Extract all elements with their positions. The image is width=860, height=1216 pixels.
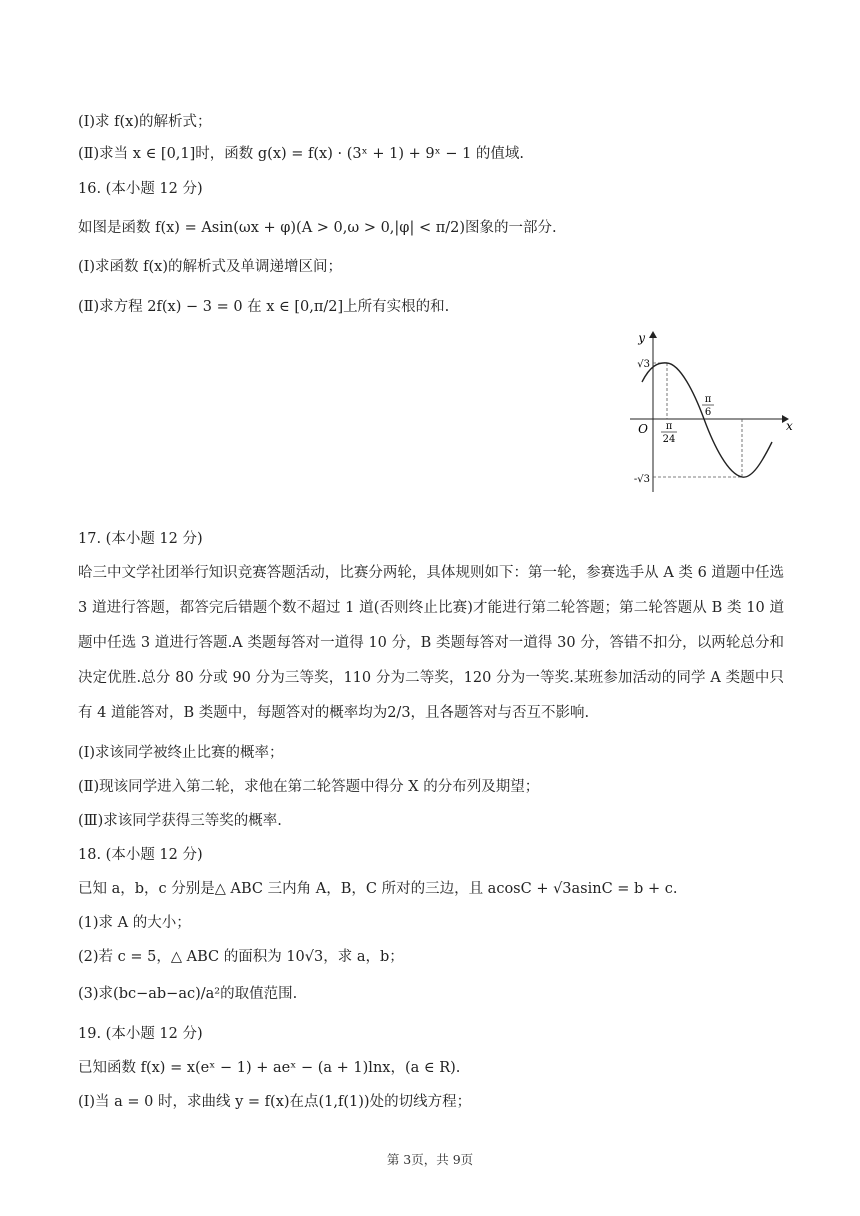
q17-part3: (Ⅲ)求该同学获得三等奖的概率. <box>78 813 282 829</box>
origin-label: O <box>638 422 648 436</box>
q19-header: 19. (本小题 12 分) <box>78 1026 203 1042</box>
q17-part1: (Ⅰ)求该同学被终止比赛的概率； <box>78 745 284 761</box>
q17-part2: (Ⅱ)现该同学进入第二轮，求他在第二轮答题中得分 X 的分布列及期望； <box>78 779 540 795</box>
page-footer: 第 3页，共 9页 <box>386 1152 474 1167</box>
q18-part2: (2)若 c = 5，△ ABC 的面积为 10√3，求 a，b； <box>78 949 404 965</box>
q16-stem: 如图是函数 f(x) = Asin(ωx + φ)(A > 0,ω > 0,|φ| < π/2)图象的一部分. <box>78 220 557 236</box>
q17-stem: 哈三中文学社团举行知识竞赛答题活动，比赛分两轮，具体规则如下：第一轮，参赛选手从 A 类 6 道题中任选 3 道进行答题，都答完后错题个数不超过 1 道(否则终止比赛)才能进行第二轮答题；第二轮答题从 B 类 10 道题中任选 3 道进行答题.A 类题每答对一道得 10 分，B 类题每答对一道得 30 分，答错不扣分，以两轮总分和决定优胜.总分 80 分或 90 分为三等奖，110 分为二等奖，120 分为一等奖.某班参加活动的同学 A 类题中只有 4 道能答对，B 类题中，每题答对的概率均为2/3，且各题答对与否互不影响. <box>78 565 784 721</box>
q18-stem: 已知 a，b，c 分别是△ ABC 三内角 A，B，C 所对的三边，且 acosC + √3asinC = b + c. <box>78 881 678 897</box>
tick-pi-6-numerator: π <box>704 394 712 405</box>
sine-graph-figure <box>610 322 794 497</box>
y-axis-label: y <box>638 331 645 345</box>
q16-part1: (Ⅰ)求函数 f(x)的解析式及单调递增区间； <box>78 259 343 275</box>
q18-header: 18. (本小题 12 分) <box>78 847 203 863</box>
q19-stem: 已知函数 f(x) = x(eˣ − 1) + aeˣ − (a + 1)lnx，(a ∈ R). <box>78 1060 461 1076</box>
q19-part1: (Ⅰ)当 a = 0 时，求曲线 y = f(x)在点(1,f(1))处的切线方程； <box>78 1094 472 1110</box>
q18-part3: (3)求(bc−ab−ac)/a²的取值范围. <box>78 986 298 1002</box>
tick-pi-6-denominator: 6 <box>704 407 712 418</box>
q17-header: 17. (本小题 12 分) <box>78 531 203 547</box>
q15-part2: (Ⅱ)求当 x ∈ [0,1]时，函数 g(x) = f(x) · (3ˣ + 1) + 9ˣ − 1 的值域. <box>78 146 525 162</box>
q18-part1: (1)求 A 的大小； <box>78 915 191 931</box>
sine-curve <box>642 363 772 477</box>
q15-part1: (Ⅰ)求 f(x)的解析式； <box>78 114 212 130</box>
tick-pi-24-numerator: π <box>665 421 673 432</box>
tick-pi-24-denominator: 24 <box>662 434 676 445</box>
q16-part2: (Ⅱ)求方程 2f(x) − 3 = 0 在 x ∈ [0,π/2]上所有实根的和. <box>78 299 450 315</box>
y-max-label: √3 <box>637 359 650 370</box>
y-min-label: -√3 <box>633 474 650 485</box>
x-axis-label: x <box>786 419 793 433</box>
q16-header: 16. (本小题 12 分) <box>78 181 203 197</box>
